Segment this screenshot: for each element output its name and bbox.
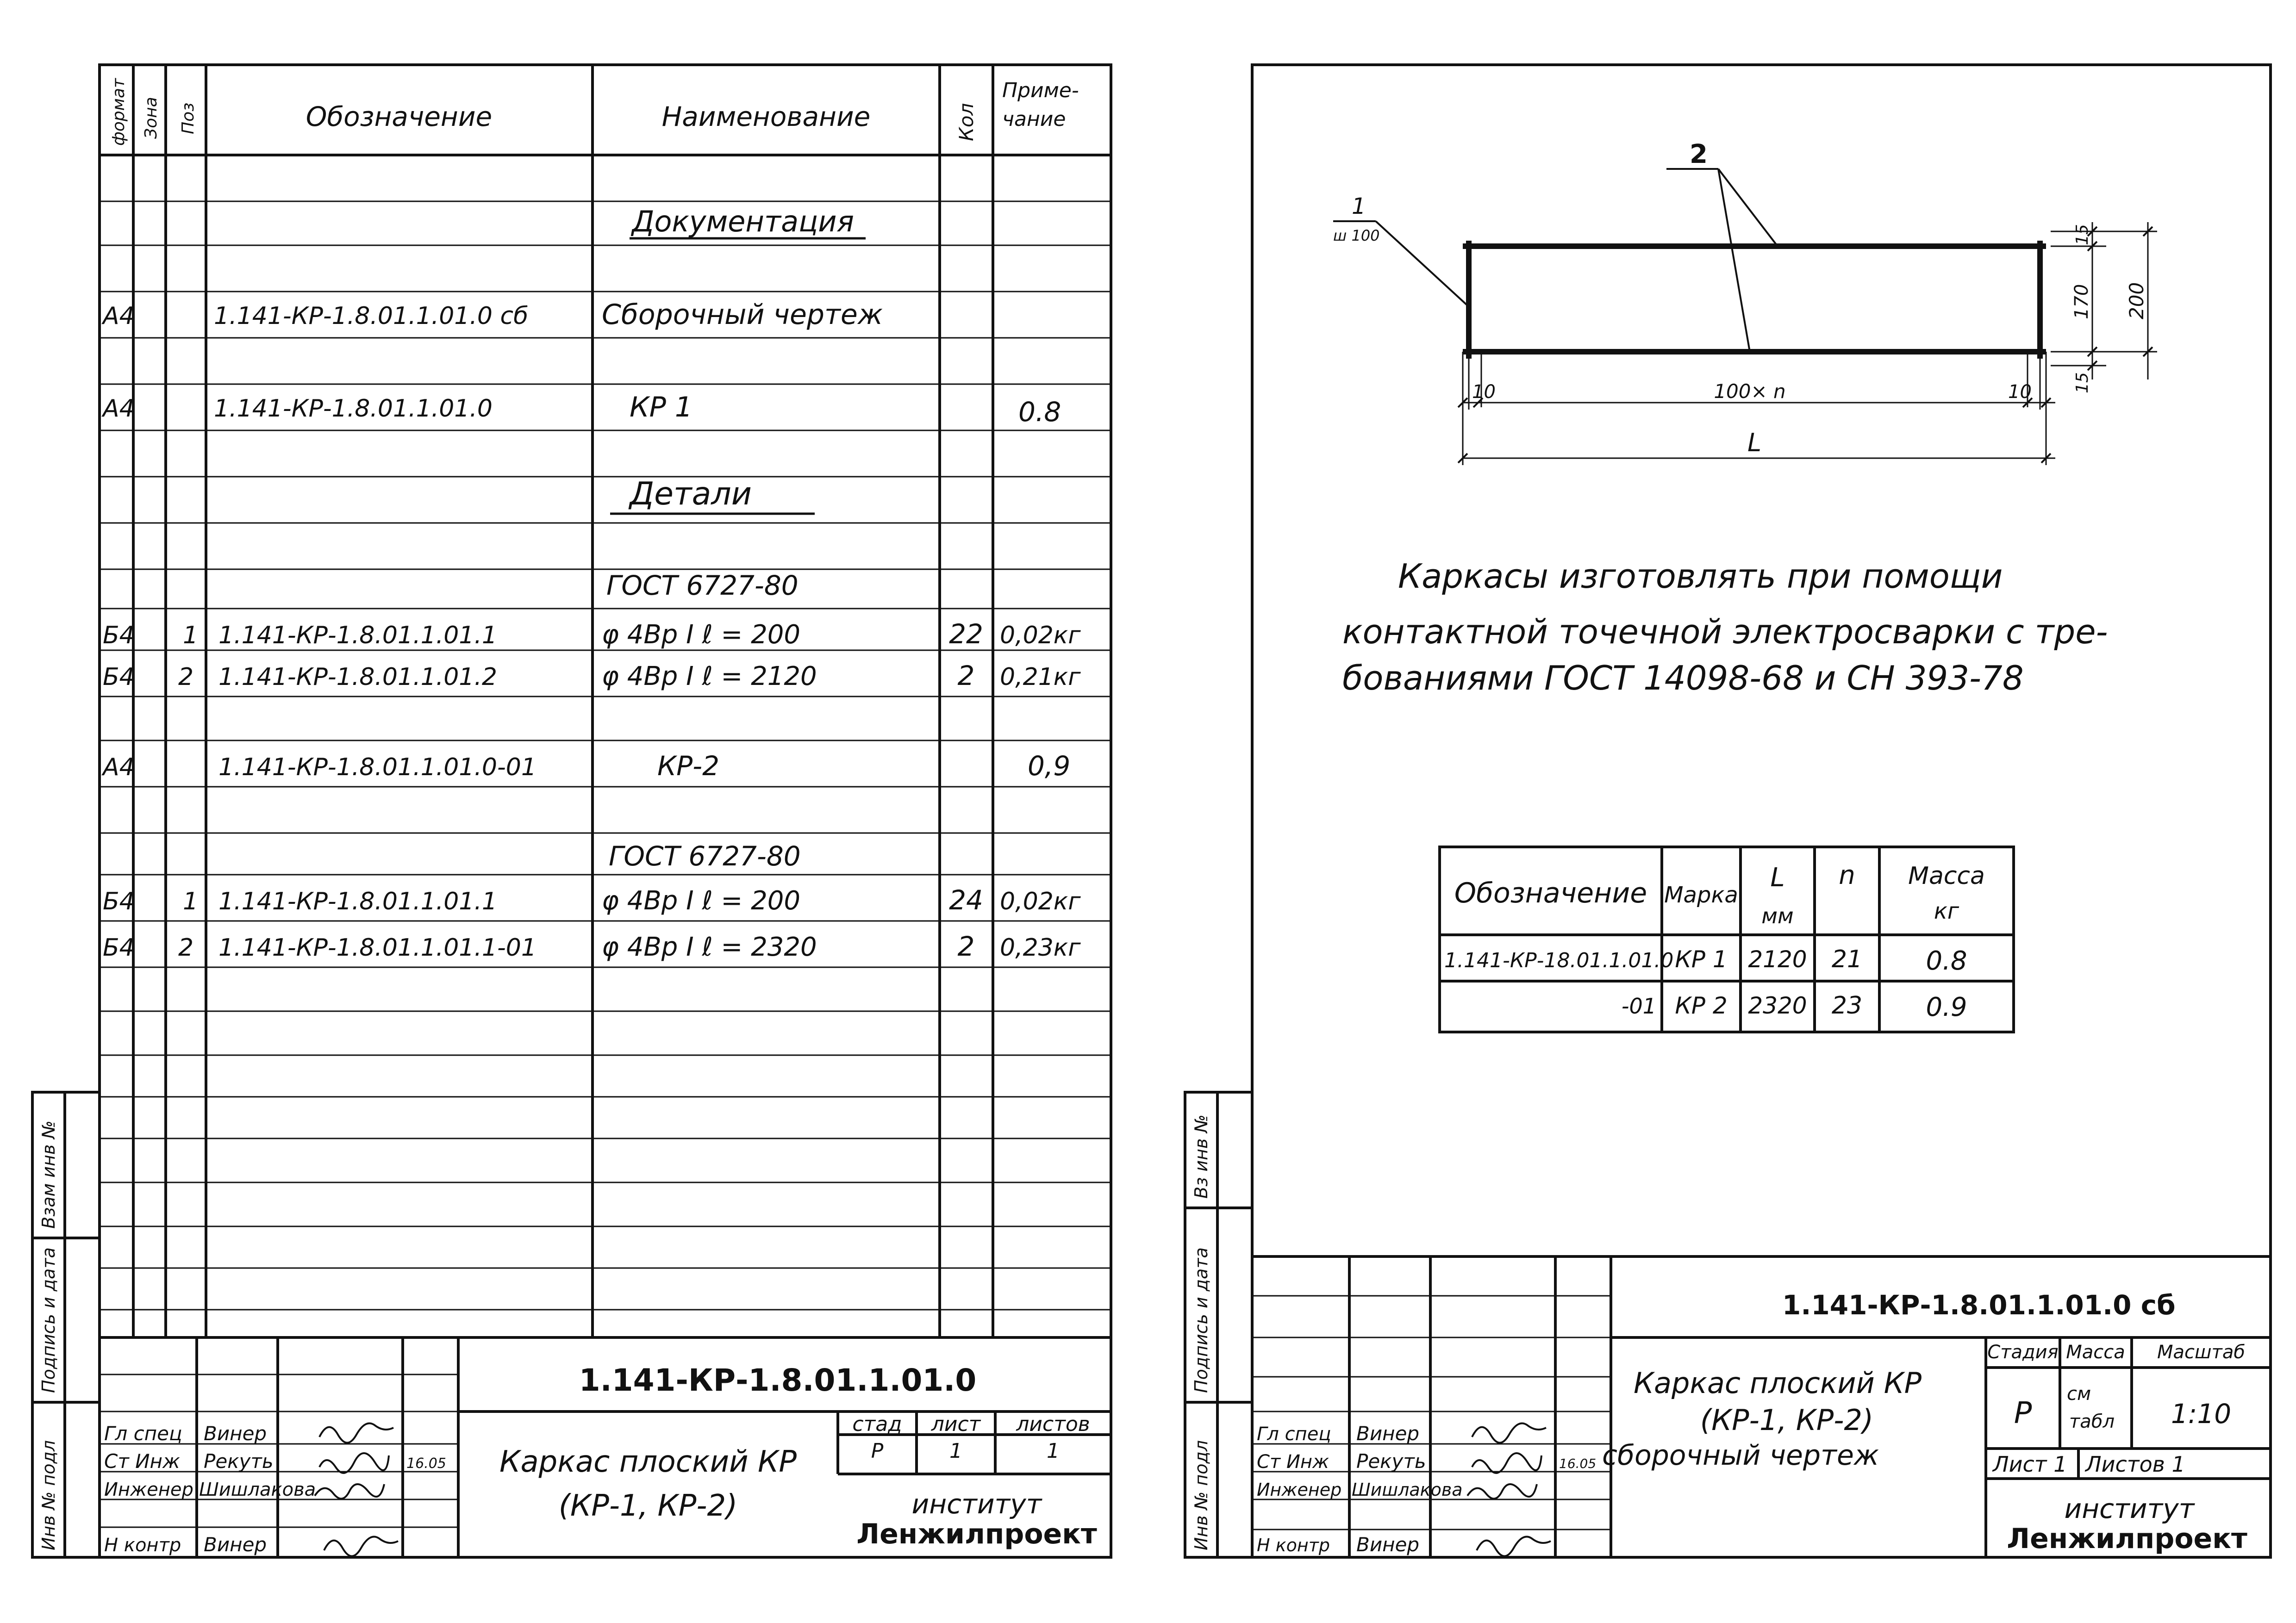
tb-right-stage: Р xyxy=(2014,1396,2032,1430)
tb-right-role-0: Гл спец xyxy=(1257,1424,1331,1445)
dim-top-gap: 15 xyxy=(2073,224,2092,245)
dim-inner: 170 xyxy=(2071,284,2092,319)
tb-right-stage-label: Стадия xyxy=(1987,1342,2059,1363)
drawing-frame xyxy=(1252,65,2271,1557)
spec-row-5-pos: 1 xyxy=(183,622,199,649)
spec-row-9-format: Б4 xyxy=(103,888,135,915)
spec-row-5-note: 0,02кг xyxy=(1000,622,1081,649)
tb-left-org-2: Ленжилпроект xyxy=(856,1518,1097,1550)
dim-right-end: 10 xyxy=(2008,381,2032,403)
header-qty: Кол xyxy=(955,103,978,141)
note-line-3: бованиями ГОСТ 14098-68 и СН 393-78 xyxy=(1342,659,2024,697)
spec-row-9-qty: 24 xyxy=(949,884,983,916)
tb-right-sheets: Листов 1 xyxy=(2085,1452,2185,1477)
spec-row-7-note: 0,9 xyxy=(1028,750,1071,782)
spec-row-5-designation: 1.141-КР-1.8.01.1.01.1 xyxy=(218,622,497,649)
spec-row-2-note: 0.8 xyxy=(1018,396,1061,428)
mt-header-length-unit: мм xyxy=(1761,903,1794,928)
spec-row-9-note: 0,02кг xyxy=(1000,888,1081,915)
tb-right-title-3: сборочный чертеж xyxy=(1602,1439,1879,1472)
dim-overall: 200 xyxy=(2125,282,2148,319)
mt-header-mark: Марка xyxy=(1664,882,1738,908)
mt-row-0-mark: КР 1 xyxy=(1675,946,1728,973)
spec-row-7-designation: 1.141-КР-1.8.01.1.01.0-01 xyxy=(218,753,537,781)
spec-row-7-name: КР-2 xyxy=(657,750,719,782)
side-stamp-inv-podl: Инв № подл xyxy=(38,1440,59,1550)
header-name: Наименование xyxy=(661,101,871,132)
spec-row-2-name: КР 1 xyxy=(630,391,693,423)
mt-header-n: n xyxy=(1839,860,1855,890)
tb-left-sheet-label: лист xyxy=(931,1412,981,1436)
spec-row-1-name: Сборочный чертеж xyxy=(602,298,883,331)
mt-header-mass: Масса xyxy=(1908,862,1985,890)
tb-right-role-3: Н контр xyxy=(1257,1535,1330,1555)
tb-right-sheet: Лист 1 xyxy=(1993,1452,2067,1477)
mt-row-0-n: 21 xyxy=(1831,945,1863,973)
tb-right-person-3: Винер xyxy=(1356,1533,1420,1556)
tb-left-stage: Р xyxy=(871,1439,884,1463)
spec-row-3-name: Детали xyxy=(630,476,752,512)
tb-right-role-1: Ст Инж xyxy=(1257,1451,1329,1473)
mt-row-0-designation: 1.141-КР-18.01.1.01.0 xyxy=(1444,949,1674,972)
tb-right-org-1: институт xyxy=(2064,1493,2195,1524)
side-stamp-vzam-inv: Взам инв № xyxy=(38,1120,59,1229)
header-pos: Поз xyxy=(179,102,198,134)
spec-row-10-name: φ 4Bp I ℓ = 2320 xyxy=(602,932,817,962)
label-pos-1-sub: ш 100 xyxy=(1333,227,1380,244)
header-note: Приме- xyxy=(1002,79,1079,102)
spec-row-5-name: φ 4Bp I ℓ = 200 xyxy=(602,620,800,650)
mt-header-length: L xyxy=(1770,863,1785,893)
tb-right-date: 16.05 xyxy=(1559,1456,1597,1471)
mt-row-0-length: 2120 xyxy=(1748,946,1807,973)
tb-left-person-2: Шишлакова xyxy=(199,1479,316,1500)
tb-right-person-1: Рекуть xyxy=(1356,1450,1426,1473)
tb-right-mass-1: см xyxy=(2067,1383,2091,1405)
tb-left-code: 1.141-КР-1.8.01.1.01.0 xyxy=(579,1362,977,1398)
spec-row-6-name: φ 4Bp I ℓ = 2120 xyxy=(602,661,817,691)
tb-left-person-0: Винер xyxy=(204,1422,267,1445)
header-note-2: чание xyxy=(1002,107,1066,131)
spec-row-9-pos: 1 xyxy=(183,888,199,915)
spec-row-10-note: 0,23кг xyxy=(1000,934,1081,962)
tb-left-person-1: Рекуть xyxy=(204,1450,274,1473)
mt-header-designation: Обозначение xyxy=(1454,877,1647,909)
tb-right-code: 1.141-КР-1.8.01.1.01.0 сб xyxy=(1782,1289,2176,1321)
tb-left-title-1: Каркас плоский КР xyxy=(499,1445,797,1479)
mt-row-1-length: 2320 xyxy=(1748,992,1807,1019)
spec-frame xyxy=(100,65,1111,1557)
tb-right-role-2: Инженер xyxy=(1257,1480,1342,1500)
spec-row-2-designation: 1.141-КР-1.8.01.1.01.0 xyxy=(214,395,493,423)
mt-header-mass-unit: кг xyxy=(1934,898,1959,924)
tb-right-org-2: Ленжилпроект xyxy=(2007,1523,2247,1555)
spec-row-7-format: А4 xyxy=(103,753,135,781)
tb-right-mass-label: Масса xyxy=(2066,1342,2125,1363)
spec-row-6-note: 0,21кг xyxy=(1000,663,1081,691)
spec-row-6-format: Б4 xyxy=(103,663,135,691)
spec-row-5-qty: 22 xyxy=(949,618,983,650)
tb-right-scale: 1:10 xyxy=(2171,1398,2232,1430)
tb-left-sheet: 1 xyxy=(949,1439,962,1463)
spec-row-2-format: А4 xyxy=(103,395,135,423)
spec-row-1-format: А4 xyxy=(103,302,135,330)
dim-total: L xyxy=(1747,428,1762,457)
tb-left-stage-label: стад xyxy=(852,1412,902,1436)
spec-row-0-name: Документация xyxy=(632,205,854,238)
tb-left-date: 16.05 xyxy=(406,1455,446,1472)
tb-right-mass-2: табл xyxy=(2069,1411,2115,1432)
mark-table xyxy=(1440,847,2014,1032)
mt-row-1-mark: КР 2 xyxy=(1675,992,1728,1019)
tb-left-org-1: институт xyxy=(911,1488,1042,1520)
tb-left-role-3: Н контр xyxy=(104,1535,181,1556)
right-stamp-inv-podl: Инв № подл xyxy=(1191,1440,1211,1550)
mt-row-1-mass: 0.9 xyxy=(1926,992,1967,1022)
frame-drawing xyxy=(1333,139,2157,465)
spec-row-6-designation: 1.141-КР-1.8.01.1.01.2 xyxy=(218,663,497,691)
note-line-2: контактной точечной электросварки с тре- xyxy=(1342,612,2108,651)
tb-right-title-1: Каркас плоский КР xyxy=(1634,1366,1922,1400)
spec-row-10-qty: 2 xyxy=(957,931,975,962)
tb-right-scale-label: Масштаб xyxy=(2157,1342,2246,1363)
tb-left-title-2: (КР-1, КР-2) xyxy=(558,1489,738,1523)
spec-row-4-name: ГОСТ 6727-80 xyxy=(606,570,799,601)
spec-row-10-pos: 2 xyxy=(178,934,194,962)
tb-right-person-0: Винер xyxy=(1356,1422,1420,1445)
spec-row-10-format: Б4 xyxy=(103,934,135,962)
tb-left-role-1: Ст Инж xyxy=(104,1450,180,1473)
spec-row-1-designation: 1.141-КР-1.8.01.1.01.0 сб xyxy=(214,302,529,330)
dim-left-end: 10 xyxy=(1472,381,1496,403)
note-line-1: Каркасы изготовлять при помощи xyxy=(1398,557,2003,596)
drawing-sheet xyxy=(1148,0,2296,1623)
label-pos-1: 1 xyxy=(1352,193,1366,219)
spec-row-5-format: Б4 xyxy=(103,622,135,649)
header-designation: Обозначение xyxy=(306,101,493,132)
right-stamp-vz-inv: Вз инв № xyxy=(1191,1114,1211,1199)
header-zone: Зона xyxy=(142,97,161,139)
mt-row-1-n: 23 xyxy=(1831,992,1863,1020)
tb-left-sheets: 1 xyxy=(1047,1439,1060,1463)
spec-row-8-name: ГОСТ 6727-80 xyxy=(609,840,801,872)
header-format: формат xyxy=(109,78,128,146)
mt-row-0-mass: 0.8 xyxy=(1926,946,1967,976)
spec-row-9-designation: 1.141-КР-1.8.01.1.01.1 xyxy=(218,888,497,915)
spec-row-10-designation: 1.141-КР-1.8.01.1.01.1-01 xyxy=(218,934,537,962)
tb-right-person-2: Шишлакова xyxy=(1352,1480,1463,1500)
right-stamp-podpis-data: Подпись и дата xyxy=(1191,1247,1211,1393)
spec-row-6-pos: 2 xyxy=(178,663,194,691)
tb-left-sheets-label: листов xyxy=(1016,1412,1090,1436)
spec-row-9-name: φ 4Bp I ℓ = 200 xyxy=(602,886,800,916)
dim-middle: 100× n xyxy=(1714,380,1786,403)
tb-left-role-0: Гл спец xyxy=(104,1422,182,1445)
label-pos-2: 2 xyxy=(1690,139,1708,169)
tb-right-title-2: (КР-1, КР-2) xyxy=(1700,1403,1874,1437)
tb-left-role-2: Инженер xyxy=(104,1479,193,1500)
spec-row-6-qty: 2 xyxy=(957,660,975,691)
tb-left-person-3: Винер xyxy=(204,1533,267,1556)
mt-row-1-designation: -01 xyxy=(1621,994,1656,1019)
side-stamp-podpis-data: Подпись и дата xyxy=(38,1247,59,1393)
dim-bottom-gap: 15 xyxy=(2073,372,2092,393)
